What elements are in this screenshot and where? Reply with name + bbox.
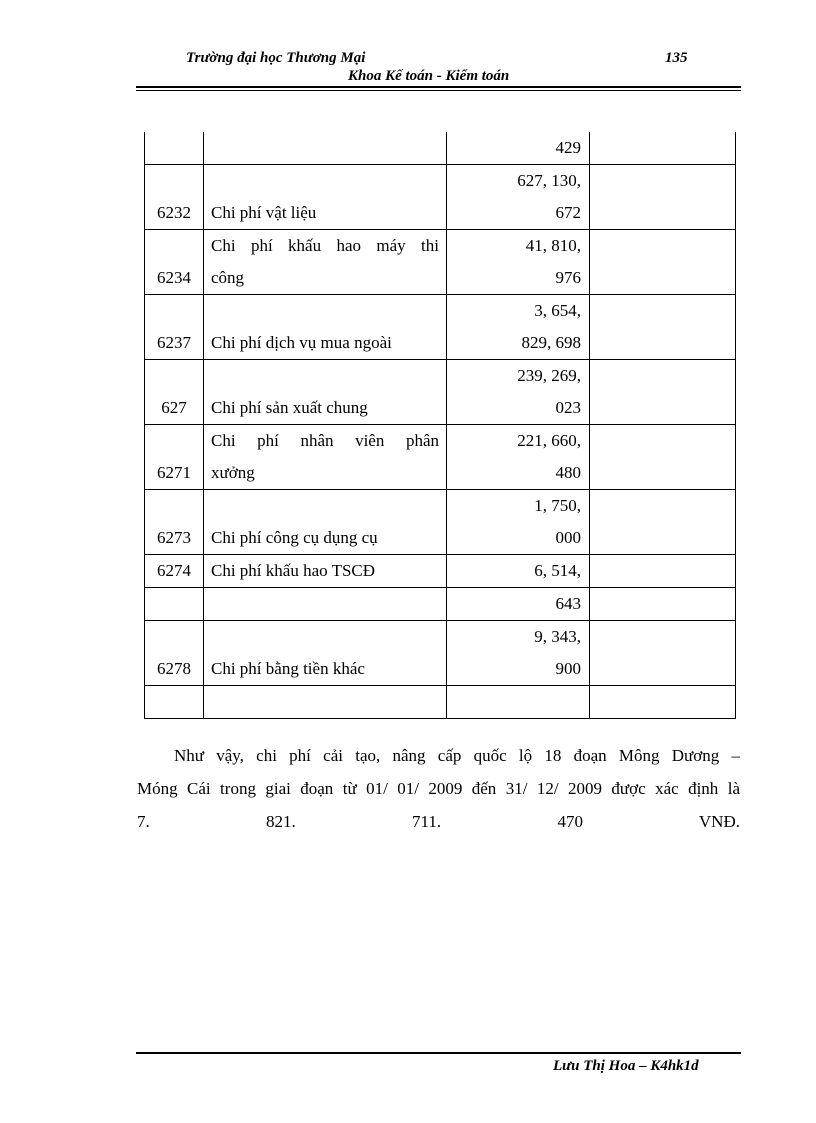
empty-cell bbox=[590, 132, 736, 165]
amount-cell bbox=[447, 588, 590, 621]
account-name-cell bbox=[204, 295, 447, 360]
paragraph-line: Như vậy, chi phí cải tạo, nâng cấp quốc lộ 18 đoạn Mông Dương – bbox=[174, 746, 740, 765]
account-code-line bbox=[145, 165, 203, 197]
account-name-line: Chi phí vật liệu bbox=[211, 203, 317, 222]
table-row bbox=[145, 588, 736, 621]
account-name-cell bbox=[204, 588, 447, 621]
amount-line: 829, 698 bbox=[521, 333, 581, 352]
amount-line: 239, 269, bbox=[517, 366, 581, 385]
account-name-line: xưởng bbox=[211, 463, 255, 482]
account-code-line bbox=[145, 295, 203, 327]
account-name-cell bbox=[204, 360, 447, 425]
table-row bbox=[145, 425, 736, 490]
account-code-line: 627 bbox=[161, 398, 187, 417]
account-code-line: 6234 bbox=[157, 268, 191, 287]
footer-author: Lưu Thị Hoa – K4hk1d bbox=[553, 1058, 699, 1074]
empty-cell bbox=[590, 588, 736, 621]
account-code-cell bbox=[145, 425, 204, 490]
amount-cell bbox=[447, 230, 590, 295]
account-code-cell bbox=[145, 360, 204, 425]
empty-line bbox=[590, 555, 735, 587]
amount-cell bbox=[447, 165, 590, 230]
table-row bbox=[145, 686, 736, 719]
table-row bbox=[145, 230, 736, 295]
empty-line bbox=[590, 621, 735, 653]
paragraph-line: Móng Cái trong giai đoạn từ 01/ 01/ 2009 đến 31/ 12/ 2009 được xác định là bbox=[137, 779, 740, 798]
amount-cell bbox=[447, 686, 590, 719]
amount-line: 643 bbox=[555, 594, 581, 613]
footer-rule bbox=[136, 1052, 741, 1054]
empty-line bbox=[590, 425, 735, 457]
table-row bbox=[145, 295, 736, 360]
school-name: Trường đại học Thương Mại bbox=[186, 50, 366, 66]
account-name-cell bbox=[204, 621, 447, 686]
account-code-line bbox=[145, 621, 203, 653]
amount-line: 221, 660, bbox=[517, 431, 581, 450]
account-name-line: Chi phí sản xuất chung bbox=[211, 398, 368, 417]
account-code-line bbox=[145, 686, 203, 718]
empty-cell bbox=[590, 490, 736, 555]
account-name-line bbox=[204, 588, 446, 620]
department-name: Khoa Kế toán - Kiểm toán bbox=[348, 68, 510, 84]
account-name-line bbox=[204, 490, 446, 522]
page-number: 135 bbox=[665, 50, 688, 66]
account-name-line: Chi phí công cụ dụng cụ bbox=[211, 528, 378, 547]
empty-line bbox=[590, 327, 735, 359]
account-code-line: 6274 bbox=[157, 561, 191, 580]
table-row bbox=[145, 360, 736, 425]
empty-line bbox=[590, 132, 735, 164]
empty-line bbox=[590, 490, 735, 522]
account-code-line bbox=[145, 425, 203, 457]
table-row bbox=[145, 132, 736, 165]
amount-line: 6, 514, bbox=[534, 561, 581, 580]
amount-line: 000 bbox=[555, 528, 581, 547]
amount-line: 976 bbox=[555, 268, 581, 287]
account-code-line bbox=[145, 132, 203, 164]
amount-cell bbox=[447, 621, 590, 686]
amount-cell bbox=[447, 360, 590, 425]
empty-line bbox=[590, 360, 735, 392]
header-rule-thick bbox=[136, 86, 741, 88]
account-code-cell bbox=[145, 165, 204, 230]
account-name-line: công bbox=[211, 268, 245, 287]
account-name-cell bbox=[204, 425, 447, 490]
table-row bbox=[145, 555, 736, 588]
empty-cell bbox=[590, 230, 736, 295]
account-name-line: Chi phí nhân viên phân bbox=[211, 431, 439, 450]
amount-line: 3, 654, bbox=[534, 301, 581, 320]
empty-cell bbox=[590, 686, 736, 719]
empty-cell bbox=[590, 360, 736, 425]
amount-line: 672 bbox=[555, 203, 581, 222]
table-row bbox=[145, 490, 736, 555]
account-name-line bbox=[204, 165, 446, 197]
account-code-cell bbox=[145, 132, 204, 165]
empty-line bbox=[590, 230, 735, 262]
account-code-line bbox=[145, 588, 203, 620]
empty-cell bbox=[590, 425, 736, 490]
amount-line: 627, 130, bbox=[517, 171, 581, 190]
amount-line: 023 bbox=[555, 398, 581, 417]
account-name-cell bbox=[204, 165, 447, 230]
empty-cell bbox=[590, 621, 736, 686]
cost-table-body bbox=[145, 132, 736, 719]
account-name-line bbox=[204, 295, 446, 327]
amount-line: 9, 343, bbox=[534, 627, 581, 646]
empty-line bbox=[590, 522, 735, 554]
empty-line bbox=[590, 653, 735, 685]
empty-line bbox=[590, 588, 735, 620]
account-code-line: 6273 bbox=[157, 528, 191, 547]
empty-cell bbox=[590, 555, 736, 588]
table-row bbox=[145, 165, 736, 230]
account-code-cell bbox=[145, 588, 204, 621]
amount-cell bbox=[447, 425, 590, 490]
empty-line bbox=[590, 457, 735, 489]
table-row bbox=[145, 621, 736, 686]
account-code-cell bbox=[145, 230, 204, 295]
paragraph-line: 7. 821. 711. 470 VNĐ. bbox=[137, 812, 740, 831]
amount-cell bbox=[447, 555, 590, 588]
account-name-cell bbox=[204, 555, 447, 588]
account-code-line: 6271 bbox=[157, 463, 191, 482]
account-code-line bbox=[145, 360, 203, 392]
amount-line: 900 bbox=[555, 659, 581, 678]
account-code-cell bbox=[145, 555, 204, 588]
account-name-line bbox=[204, 686, 446, 718]
amount-line: 480 bbox=[555, 463, 581, 482]
amount-line bbox=[447, 686, 589, 718]
account-name-cell bbox=[204, 132, 447, 165]
empty-cell bbox=[590, 295, 736, 360]
empty-line bbox=[590, 392, 735, 424]
amount-cell bbox=[447, 490, 590, 555]
account-name-line: Chi phí khấu hao TSCĐ bbox=[211, 561, 376, 580]
account-name-line bbox=[204, 621, 446, 653]
empty-cell bbox=[590, 165, 736, 230]
account-name-line bbox=[204, 360, 446, 392]
account-name-line bbox=[204, 132, 446, 164]
account-code-line: 6237 bbox=[157, 333, 191, 352]
empty-line bbox=[590, 686, 735, 718]
header-rule-thin bbox=[136, 90, 741, 91]
amount-line: 41, 810, bbox=[525, 236, 581, 255]
amount-cell bbox=[447, 132, 590, 165]
account-code-cell bbox=[145, 686, 204, 719]
cost-table bbox=[144, 132, 736, 719]
empty-line bbox=[590, 197, 735, 229]
account-name-line: Chi phí khấu hao máy thi bbox=[211, 236, 439, 255]
account-code-cell bbox=[145, 621, 204, 686]
account-code-cell bbox=[145, 490, 204, 555]
empty-line bbox=[590, 295, 735, 327]
amount-line: 429 bbox=[555, 138, 581, 157]
amount-cell bbox=[447, 295, 590, 360]
account-code-line: 6278 bbox=[157, 659, 191, 678]
account-code-cell bbox=[145, 295, 204, 360]
account-code-line: 6232 bbox=[157, 203, 191, 222]
account-name-cell bbox=[204, 490, 447, 555]
account-code-line bbox=[145, 230, 203, 262]
account-name-line: Chi phí bằng tiền khác bbox=[211, 659, 365, 678]
account-code-line bbox=[145, 490, 203, 522]
summary-paragraph bbox=[137, 740, 740, 840]
account-name-cell bbox=[204, 686, 447, 719]
empty-line bbox=[590, 165, 735, 197]
account-name-cell bbox=[204, 230, 447, 295]
amount-line: 1, 750, bbox=[534, 496, 581, 515]
account-name-line: Chi phí dịch vụ mua ngoài bbox=[211, 333, 392, 352]
empty-line bbox=[590, 262, 735, 294]
